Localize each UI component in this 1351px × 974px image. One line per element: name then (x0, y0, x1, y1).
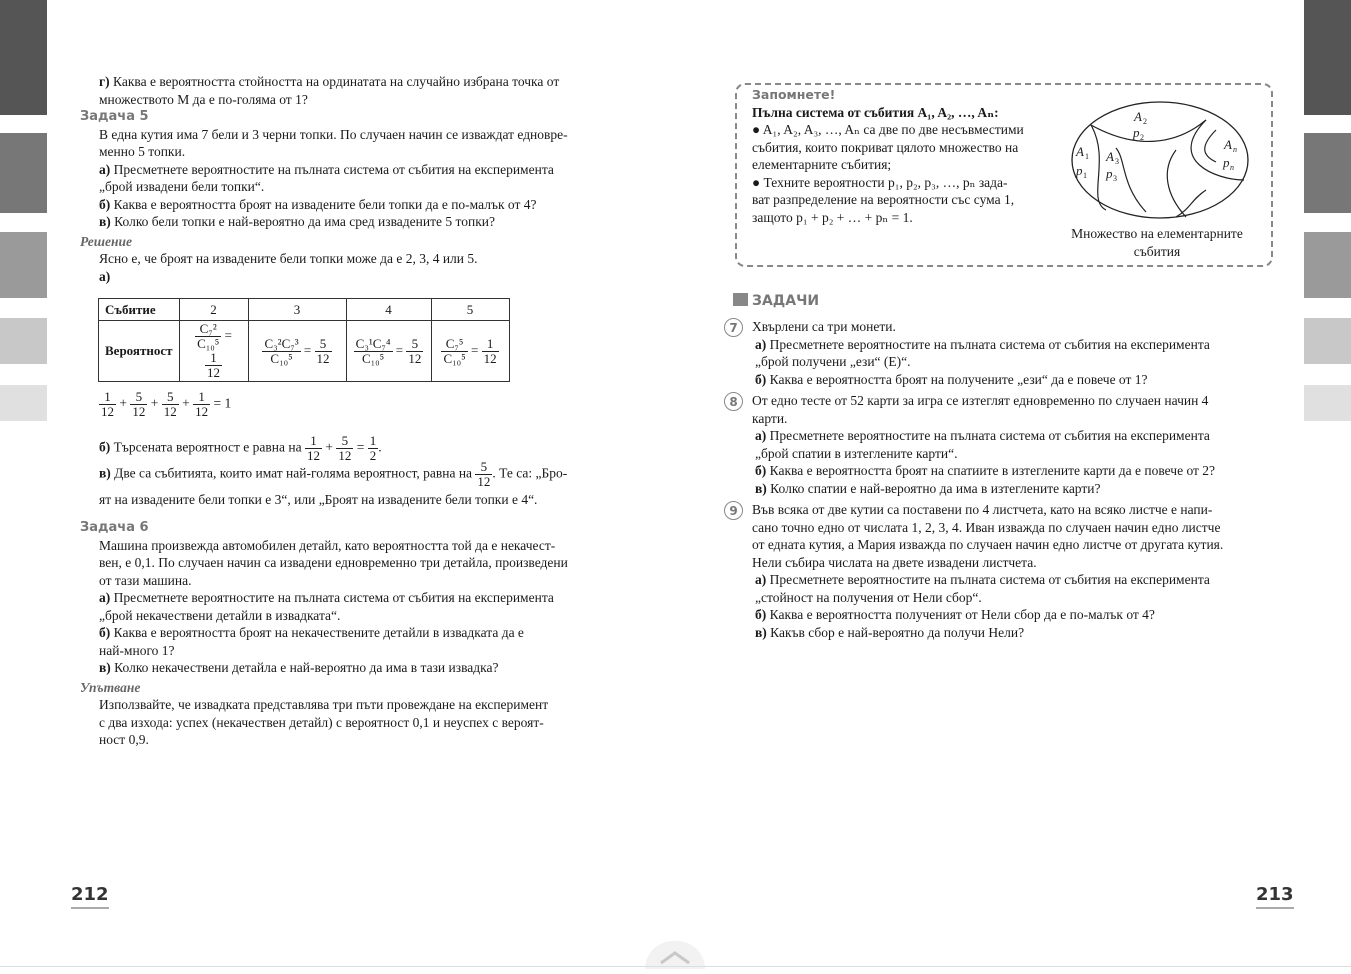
task5-a-line1: Пресметнете вероятностите на пълната система от събития на експеримента (113, 161, 554, 177)
table-event-cell: 4 (346, 299, 431, 321)
task5-c-label: в) (99, 214, 111, 229)
chevron-up-icon (645, 941, 705, 969)
left-tab-lighter (0, 318, 47, 364)
b-num: 5 (336, 434, 353, 449)
tasks-square-icon (733, 293, 748, 306)
sum-den: 12 (132, 404, 146, 419)
region-boundary (1116, 148, 1146, 212)
diagram-label: 1 (1083, 171, 1087, 180)
task5-c-text: Колко бели топки е най-вероятно да има сред извадените 5 топки? (114, 214, 495, 229)
diagram-label: 2 (1140, 133, 1144, 142)
diagram-label: A (1224, 137, 1232, 152)
events-diagram (1066, 100, 1254, 225)
t8-line2: карти. (752, 410, 788, 426)
hint-line1: Използвайте, че извадката представлява три пъти провеждане на експеримент (99, 697, 549, 712)
hint-line3: ност 0,9. (99, 732, 149, 747)
table-prob-cell: $\frac{\text{C₃¹C₇⁴}}{\text{C₁₀⁵}}$ = $\frac{5}{12}$ (346, 321, 431, 382)
table-row2-label: Вероятност (105, 343, 173, 359)
prob-num: 5 (406, 337, 423, 352)
comb-den: C₁₀⁵ (197, 336, 220, 351)
sum-den: 12 (163, 404, 177, 419)
task6-b-line1: Каква е вероятността броят на некачествените детайли в извадката да е (113, 625, 524, 640)
comb-num: C₇⁵ (441, 337, 467, 352)
task6-c-text: Колко некачествени детайла е най-вероятно да има в тази извадка? (114, 660, 499, 675)
task7-number: 7 (724, 318, 743, 337)
task5-a-label: а) (99, 161, 111, 177)
left-tab-dark (0, 0, 47, 115)
b-num: 1 (305, 434, 322, 449)
task5-title: Задача 5 (80, 109, 149, 124)
t9-line3: от едната кутия, а Мария изважда по случаен начин едно листче от другата кутия. (752, 537, 1224, 552)
task5-line1: В една кутия има 7 бели и 3 черни топки. По случаен начин се изваждат едновре- (99, 126, 568, 142)
event-table (98, 298, 510, 382)
b-den: 12 (338, 448, 352, 463)
task5-line2: менно 5 топки. (99, 144, 186, 159)
tasks-header (733, 292, 819, 311)
sum-equation: $\frac{1}{12}$ + $\frac{5}{12}$ + $\frac{5}{12}$ + $\frac{1}{12}$ = 1 (101, 389, 232, 419)
table-event-cell: 2 (179, 299, 248, 321)
solution-a-label: а) (99, 268, 111, 284)
t9-line4: Нели събира числата на двете извадени листчета. (752, 554, 1037, 570)
right-tab-mid (1304, 133, 1351, 213)
v-den: 12 (477, 474, 491, 489)
t7-a-line2: „брой получени „ези“ (Е)“. (755, 354, 911, 369)
t9-a-line2: „стойност на получения от Нели сбор“. (755, 589, 982, 605)
prob-den: 12 (207, 365, 220, 380)
task8-number: 8 (724, 392, 743, 411)
sum-den: 12 (101, 404, 114, 419)
page-number-left: 212 (71, 886, 109, 909)
prob-num: 1 (205, 351, 222, 366)
t9-a-line1: Пресметнете вероятностите на пълната система от събития на експеримента (769, 572, 1210, 587)
task6-b-line2: най-много 1? (99, 642, 175, 658)
t9-a-label: а) (755, 572, 767, 587)
b-result-den: 2 (369, 448, 377, 463)
b-den: 12 (306, 448, 320, 463)
region-boundary (1167, 150, 1186, 217)
sum-num: 1 (193, 390, 210, 405)
prob-num: 1 (482, 337, 499, 352)
diagram-label: A (1076, 144, 1084, 159)
tasks-title: ЗАДАЧИ (752, 293, 820, 309)
t8-line1: От едно тесте от 52 карти за игра се изтеглят едновременно по случаен начин 4 (752, 393, 1209, 408)
right-tab-light (1304, 232, 1351, 298)
g-line1: Каква е вероятността стойността на ординатата на случайно избрана точка от (113, 74, 560, 89)
table-event-cell: 3 (248, 299, 346, 321)
diagram-label: p (1106, 166, 1113, 181)
comb-den: C₁₀⁵ (361, 350, 385, 366)
v-num: 5 (475, 460, 492, 475)
t8-c-label: в) (755, 480, 767, 496)
comb-num: C₃¹C₇⁴ (355, 335, 391, 351)
table-prob-cell: $\frac{\text{C₃²C₇³}}{\text{C₁₀⁵}}$ = $\frac{5}{12}$ (248, 321, 346, 382)
hint-title: Упътване (80, 679, 141, 695)
task8 (724, 392, 1284, 497)
sum-den: 12 (195, 404, 209, 419)
task9-number: 9 (724, 501, 743, 520)
task5-b-label: б) (99, 196, 111, 212)
prob-den: 12 (483, 350, 497, 366)
right-tab-dark (1304, 0, 1351, 115)
diagram-label: 1 (1085, 152, 1089, 161)
scroll-up-button[interactable] (645, 941, 705, 969)
table-row1-label: Събитие (105, 301, 156, 317)
comb-num: C₃²C₇³ (264, 335, 299, 351)
task6-a-line1: Пресметнете вероятностите на пълната система от събития на експеримента (113, 590, 554, 605)
region-boundary (1205, 130, 1216, 162)
bullet2-line2: ват разпределение на вероятности със сума 1, (752, 192, 1015, 207)
comb-num: C₇² (195, 322, 221, 337)
answer-v (99, 460, 619, 509)
table-prob-cell: $\frac{\text{C₇²}}{\text{C₁₀⁵}}$ = $\frac{1}{12}$ (179, 321, 248, 382)
bullet1-line2: събития, които покриват цялото множество на (752, 139, 1019, 155)
bullet1-line1: ● A₁, A₂, A₃, …, Aₙ са две по две несъвместими (752, 122, 1024, 137)
diagram-caption (1058, 225, 1256, 260)
task5-b-text: Каква е вероятността броят на извадените бели топки да е по-малък от 4? (113, 196, 537, 212)
task6-line1: Машина произвежда автомобилен детайл, като вероятността той да е некачест- (99, 537, 556, 553)
prob-num: 5 (315, 337, 332, 352)
t9-line2: сано точно едно от числата 1, 2, 3, 4. Иван изважда по случаен начин едно листче (752, 519, 1221, 535)
task6-line2: вен, е 0,1. По случаен начин са извадени едновременно три детайла, произведени (99, 555, 568, 570)
bullet2-line1: ● Техните вероятности p₁, p₂, p₃, …, pₙ зада- (752, 174, 1008, 190)
t7-a-line1: Пресметнете вероятностите на пълната система от събития на експеримента (769, 336, 1210, 352)
t9-line1: Във всяка от две кутии са поставени по 4 листчета, като на всяко листче е напи- (752, 502, 1213, 517)
region-boundary (1091, 120, 1206, 141)
left-column-bottom (80, 519, 620, 749)
g-label: г) (99, 74, 110, 89)
task9 (724, 501, 1284, 641)
t8-a-label: а) (755, 428, 767, 443)
diagram-label: n (1233, 145, 1237, 154)
t7-a-label: а) (755, 336, 767, 352)
diagram-caption-line1: Множество на елементарните (1071, 226, 1243, 241)
diagram-label: p (1133, 125, 1140, 140)
v-text1: Две са събитията, които имат най-голяма вероятност, равна на (114, 465, 473, 481)
table-event-cell: 5 (431, 299, 509, 321)
diagram-label: 3 (1115, 157, 1119, 166)
remember-content (752, 86, 1062, 226)
t8-c-text: Колко спатии е най-вероятно да има в изтеглените карти? (770, 480, 1101, 496)
bullet1-line3: елементарните събития; (752, 157, 892, 172)
t7-b-label: б) (755, 371, 767, 387)
left-tab-mid (0, 133, 47, 213)
t9-b-label: б) (755, 607, 767, 622)
v-text2: . Те са: „Бро- (492, 465, 568, 481)
b-text: Търсената вероятност е равна на (113, 439, 302, 455)
b-label: б) (99, 439, 111, 455)
task7 (724, 318, 1284, 388)
prob-den: 12 (408, 350, 422, 366)
sum-num: 5 (130, 390, 147, 405)
task6-c-label: в) (99, 660, 111, 675)
sum-num: 1 (99, 390, 116, 405)
answer-b: б) Търсената вероятност е равна на $\frac{1}{12}$ + $\frac{5}{12}$ = $\frac{1}{2}$ . (99, 433, 382, 463)
t9-c-text: Какъв сбор е най-вероятно да получи Нели? (770, 624, 1025, 640)
remember-title: Запомнете! (752, 87, 836, 102)
right-tab-lighter (1304, 318, 1351, 364)
t9-c-label: в) (755, 624, 767, 640)
task6-line3: от тази машина. (99, 572, 192, 588)
comb-den: C₁₀⁵ (443, 350, 466, 366)
system-heading: Пълна система от събития A₁, A₂, …, Aₙ: (752, 104, 999, 120)
bottom-divider (0, 966, 1351, 967)
b-result-num: 1 (369, 433, 377, 448)
diagram-label: n (1230, 163, 1234, 172)
page-number-right: 213 (1256, 886, 1294, 909)
task6-a-line2: „брой некачествени детайли в извадката“. (99, 607, 341, 623)
prob-den: 12 (316, 350, 330, 366)
t8-b-label: б) (755, 463, 767, 478)
diagram-label: p (1076, 163, 1083, 178)
t9-b-text: Каква е вероятността полученият от Нели сбор да е по-малък от 4? (769, 607, 1155, 622)
diagram-caption-line2: събития (1133, 243, 1181, 259)
v-line2: ят на извадените бели топки е 3“, или „Броят на извадените бели топки е 4“. (99, 492, 538, 507)
left-tab-lightest (0, 385, 47, 421)
task6-a-label: а) (99, 590, 111, 605)
comb-den: C₁₀⁵ (270, 350, 293, 366)
task5-a-line2: „брой извадени бели топки“. (99, 179, 265, 194)
sum-result: 1 (224, 395, 232, 411)
left-tab-light (0, 232, 47, 298)
task6-title: Задача 6 (80, 520, 149, 535)
diagram-label: A (1106, 149, 1114, 164)
t8-a-line1: Пресметнете вероятностите на пълната система от събития на експеримента (769, 428, 1210, 443)
diagram-label: A (1134, 109, 1142, 124)
table-prob-cell: $\frac{\text{C₇⁵}}{\text{C₁₀⁵}}$ = $\frac{1}{12}$ (431, 321, 509, 382)
sum-num: 5 (162, 390, 179, 405)
task6-b-label: б) (99, 625, 111, 640)
left-column-top (80, 73, 620, 285)
t7-line1: Хвърлени са три монети. (752, 319, 896, 334)
t8-b-text: Каква е вероятността броят на спатиите в изтеглените карти да е повече от 2? (769, 463, 1216, 478)
v-label: в) (99, 465, 111, 481)
bullet2-line3: защото p₁ + p₂ + … + pₙ = 1. (752, 209, 913, 225)
solution-line: Ясно е, че броят на извадените бели топки може да е 2, 3, 4 или 5. (99, 251, 478, 266)
diagram-label: p (1223, 155, 1230, 170)
solution-title: Решение (80, 233, 132, 249)
t8-a-line2: „брой спатии в изтеглените карти“. (755, 445, 958, 461)
right-tab-lightest (1304, 385, 1351, 421)
region-boundary (1176, 190, 1206, 217)
diagram-label: 3 (1113, 174, 1117, 183)
t7-b-text: Каква е вероятността броят на получените „ези“ да е повече от 1? (769, 371, 1148, 387)
hint-line2: с два изхода: успех (некачествен детайл) с вероятност 0,1 и неуспех с вероят- (99, 714, 544, 730)
diagram-label: 2 (1143, 117, 1147, 126)
g-line2: множеството M да е по-голяма от 1? (99, 91, 308, 107)
